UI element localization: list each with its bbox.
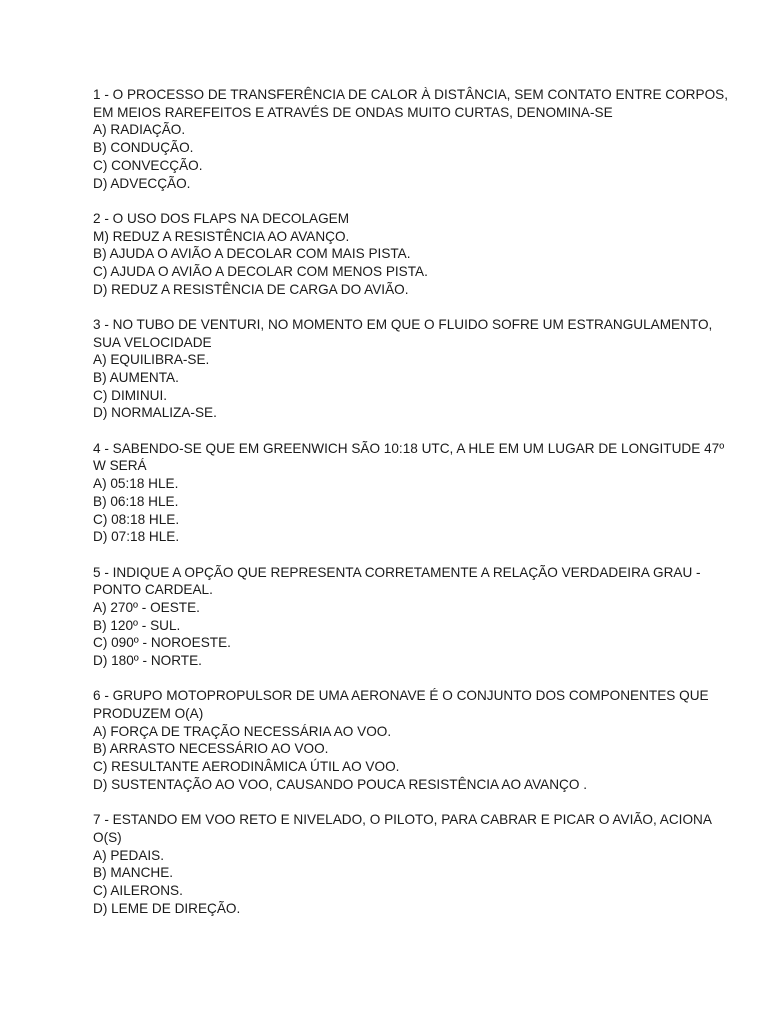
answer-option: B) ARRASTO NECESSÁRIO AO VOO.	[93, 741, 329, 757]
answer-option: D) NORMALIZA-SE.	[93, 405, 217, 421]
answer-option: C) DIMINUI.	[93, 387, 168, 403]
question-text: 3 - NO TUBO DE VENTURI, NO MOMENTO EM QUE O FLUIDO SOFRE UM ESTRANGULAMENTO, SUA VELOCIDADE	[93, 316, 713, 350]
answer-option: A) 05:18 HLE.	[93, 476, 179, 492]
answer-option: B) 06:18 HLE.	[93, 493, 179, 509]
question-4	[93, 440, 733, 546]
question-text: 1 - O PROCESSO DE TRANSFERÊNCIA DE CALOR À DISTÂNCIA, SEM CONTATO ENTRE CORPOS, EM MEIOS RAREFEITOS E ATRAVÉS DE ONDAS MUITO CURTAS, DENOMINA-SE	[93, 87, 728, 120]
question-1	[93, 86, 733, 192]
question-5	[93, 564, 733, 670]
answer-option: C) 08:18 HLE.	[93, 511, 180, 527]
answer-option: A) FORÇA DE TRAÇÃO NECESSÁRIA AO VOO.	[93, 723, 392, 739]
answer-option: A) 270º - OESTE.	[93, 599, 200, 615]
question-2	[93, 210, 733, 299]
answer-option: D) SUSTENTAÇÃO AO VOO, CAUSANDO POUCA RESISTÊNCIA AO AVANÇO .	[93, 776, 588, 792]
answer-option: D) LEME DE DIREÇÃO.	[93, 900, 241, 916]
answer-option: C) 090º - NOROESTE.	[93, 635, 231, 651]
question-text: 2 - O USO DOS FLAPS NA DECOLAGEM	[93, 210, 350, 226]
answer-option: C) AILERONS.	[93, 882, 183, 898]
answer-option: C) AJUDA O AVIÃO A DECOLAR COM MENOS PISTA.	[93, 263, 428, 279]
answer-option: D) ADVECÇÃO.	[93, 175, 191, 191]
question-text: 7 - ESTANDO EM VOO RETO E NIVELADO, O PILOTO, PARA CABRAR E PICAR O AVIÃO, ACIONA O(S)	[93, 812, 712, 845]
question-text: 5 - INDIQUE A OPÇÃO QUE REPRESENTA CORRETAMENTE A RELAÇÃO VERDADEIRA GRAU - PONTO CARDEAL.	[93, 564, 701, 598]
answer-option: B) CONDUÇÃO.	[93, 140, 194, 156]
answer-option: A) EQUILIBRA-SE.	[93, 352, 210, 368]
answer-option: D) 180º - NORTE.	[93, 653, 202, 669]
answer-option: M) REDUZ A RESISTÊNCIA AO AVANÇO.	[93, 228, 350, 244]
question-6	[93, 687, 733, 793]
answer-option: B) AJUDA O AVIÃO A DECOLAR COM MAIS PISTA.	[93, 246, 411, 262]
question-text: 4 - SABENDO-SE QUE EM GREENWICH SÃO 10:18 UTC, A HLE EM UM LUGAR DE LONGITUDE 47º W SERÁ	[93, 440, 725, 474]
question-3	[93, 316, 733, 422]
answer-option: B) MANCHE.	[93, 865, 174, 881]
question-7	[93, 811, 733, 917]
answer-option: C) RESULTANTE AERODINÂMICA ÚTIL AO VOO.	[93, 759, 400, 775]
answer-option: C) CONVECÇÃO.	[93, 157, 203, 173]
answer-option: B) 120º - SUL.	[93, 617, 181, 633]
answer-option: D) 07:18 HLE.	[93, 529, 180, 545]
answer-option: A) PEDAIS.	[93, 847, 165, 863]
answer-option: D) REDUZ A RESISTÊNCIA DE CARGA DO AVIÃO.	[93, 281, 409, 297]
question-list	[93, 86, 733, 935]
question-text: 6 - GRUPO MOTOPROPULSOR DE UMA AERONAVE É O CONJUNTO DOS COMPONENTES QUE PRODUZEM O(A)	[93, 688, 709, 722]
answer-option: B) AUMENTA.	[93, 370, 179, 386]
answer-option: A) RADIAÇÃO.	[93, 122, 186, 138]
